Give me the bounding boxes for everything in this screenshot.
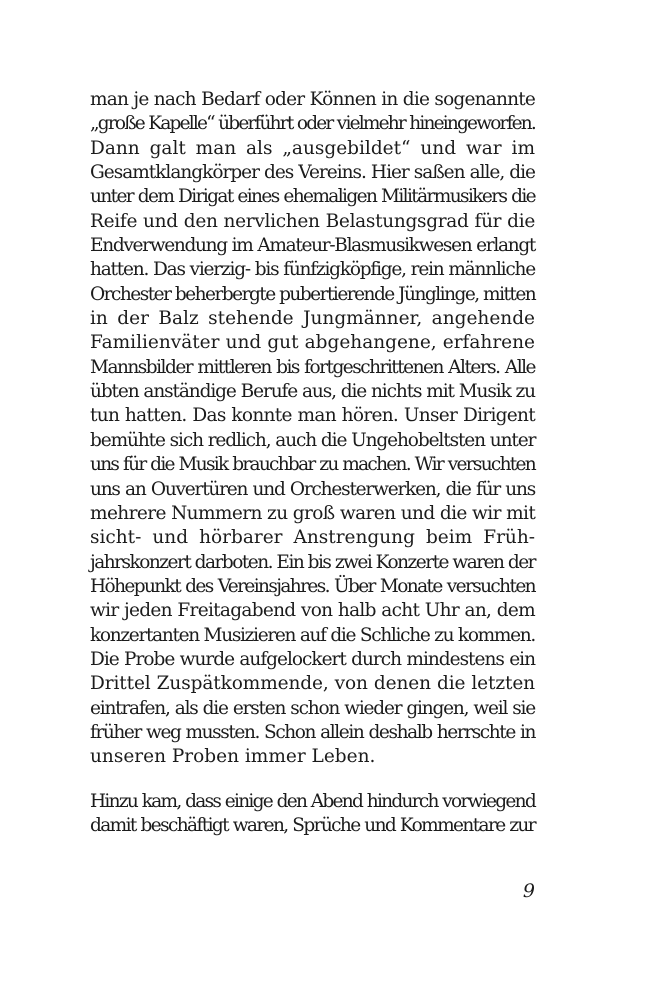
text-line: sicht- und hörbarer Anstrengung beim Früh- [90,527,535,549]
text-line: Die Probe wurde aufgelockert durch mindestens ein [90,648,535,670]
text-line: mehrere Nummern zu groß waren und die wir mit [90,502,536,524]
text-line: uns an Ouvertüren und Orchesterwerken, die für uns [90,478,535,500]
text-line: Hinzu kam, dass einige den Abend hindurch vorwiegend [90,791,535,812]
paragraph-1 [90,88,535,770]
text-line: in der Balz stehende Jungmänner, angehende [90,308,535,330]
text-line: damit beschäftigt waren, Sprüche und Kommentare zur [90,815,535,837]
text-line: Gesamtklangkörper des Vereins. Hier saßen alle, die [90,162,535,184]
text-line: früher weg mussten. Schon allein deshalb herrschte in [90,721,535,743]
text-line: wir jeden Freitagabend von halb acht Uhr an, dem [90,600,535,622]
text-line: „große Kapelle“ überführt oder vielmehr hineingeworfen. [90,113,535,135]
text-line: uns für die Musik brauchbar zu machen. Wir versuchten [90,454,535,476]
text-line: Familienväter und gut abgehangene, erfahrene [90,332,535,354]
text-line: konzertanten Musizieren auf die Schliche zu kommen. [90,624,535,646]
page-number: 9 [522,880,535,902]
paragraph-2 [90,790,535,839]
text-line: Höhepunkt des Vereinsjahres. Über Monate versuchten [90,575,535,597]
text-line: übten anständige Berufe aus, die nichts mit Musik zu [90,381,535,403]
text-line: unseren Proben immer Leben. [90,746,376,768]
text-line: eintrafen, als die ersten schon wieder gingen, weil sie [90,697,535,719]
text-line: Orchester beherbergte pubertierende Jünglinge, mitten [90,283,536,305]
text-line: Mannsbilder mittleren bis fortgeschrittenen Alters. Alle [90,356,535,378]
text-line: tun hatten. Das konnte man hören. Unser Dirigent [90,405,535,427]
text-line: man je nach Bedarf oder Können in die sogenannte [90,89,535,110]
text-line: bemühte sich redlich, auch die Ungehobeltsten unter [90,429,536,451]
text-line: hatten. Das vierzig- bis fünfzigköpfige, rein männliche [90,259,535,281]
text-line: jahrskonzert darboten. Ein bis zwei Konzerte waren der [90,551,535,573]
text-line: unter dem Dirigat eines ehemaligen Militärmusikers die [90,186,535,208]
text-line: Dann galt man als „ausgebildet“ und war im [90,137,535,159]
text-line: Reife und den nervlichen Belastungsgrad für die [90,210,535,232]
text-line: Drittel Zuspätkommende, von denen die letzten [90,673,535,695]
text-line: Endverwendung im Amateur-Blasmusikwesen erlangt [90,235,535,257]
